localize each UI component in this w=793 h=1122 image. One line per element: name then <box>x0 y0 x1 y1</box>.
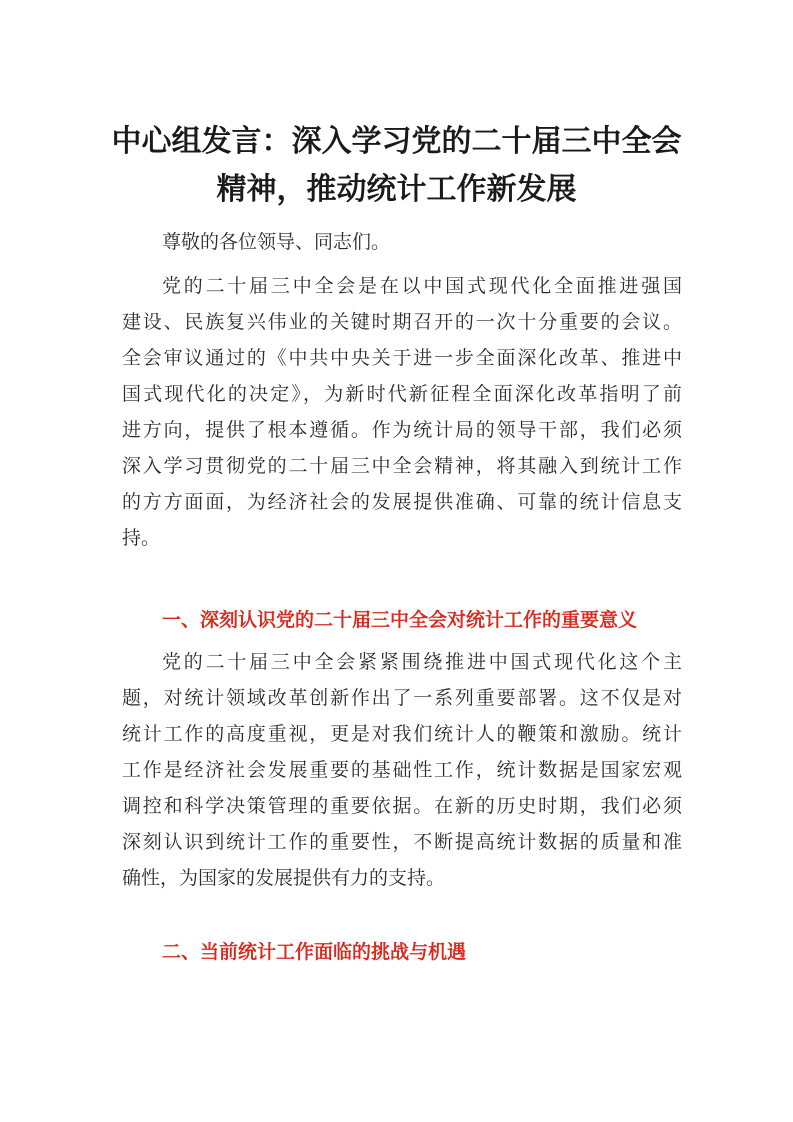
paragraph-line: 题，对统计领域改革创新作出了一系列重要部署。这不仅是对 <box>122 687 682 709</box>
paragraph-line: 党的二十届三中全会紧紧围绕推进中国式现代化这个主 <box>162 651 682 673</box>
paragraph-line: 的方方面面，为经济社会的发展提供准确、可靠的统计信息支 <box>122 491 682 513</box>
paragraph-line: 统计工作的高度重视，更是对我们统计人的鞭策和激励。统计 <box>122 723 682 745</box>
salutation-text: 尊敬的各位领导、同志们。 <box>162 231 391 253</box>
salutation <box>122 224 682 260</box>
paragraph-line: 全会审议通过的《中共中央关于进一步全面深化改革、推进中 <box>122 347 682 369</box>
paragraph-1 <box>122 268 682 556</box>
paragraph-line: 确性，为国家的发展提供有力的支持。 <box>122 867 446 889</box>
paragraph-line: 深刻认识到统计工作的重要性，不断提高统计数据的质量和准 <box>122 831 682 853</box>
document-title <box>100 118 693 214</box>
paragraph-line: 建设、民族复兴伟业的关键时期召开的一次十分重要的会议。 <box>122 311 682 333</box>
paragraph-line: 国式现代化的决定》，为新时代新征程全面深化改革指明了前 <box>122 383 682 405</box>
paragraph-line: 工作是经济社会发展重要的基础性工作，统计数据是国家宏观 <box>122 759 682 781</box>
title-line-2: 精神，推动统计工作新发展 <box>216 172 577 207</box>
paragraph-line: 调控和科学决策管理的重要依据。在新的历史时期，我们必须 <box>122 795 682 817</box>
section-heading-2: 二、当前统计工作面临的挑战与机遇 <box>162 941 467 963</box>
section-heading-1: 一、深刻认识党的二十届三中全会对统计工作的重要意义 <box>162 609 638 631</box>
paragraph-line: 党的二十届三中全会是在以中国式现代化全面推进强国 <box>162 275 682 297</box>
paragraph-2 <box>122 644 682 896</box>
paragraph-line: 持。 <box>122 527 161 549</box>
paragraph-line: 进方向，提供了根本遵循。作为统计局的领导干部，我们必须 <box>122 419 682 441</box>
title-line-1: 中心组发言：深入学习党的二十届三中全会 <box>111 124 682 159</box>
paragraph-line: 深入学习贯彻党的二十届三中全会精神，将其融入到统计工作 <box>122 455 682 477</box>
